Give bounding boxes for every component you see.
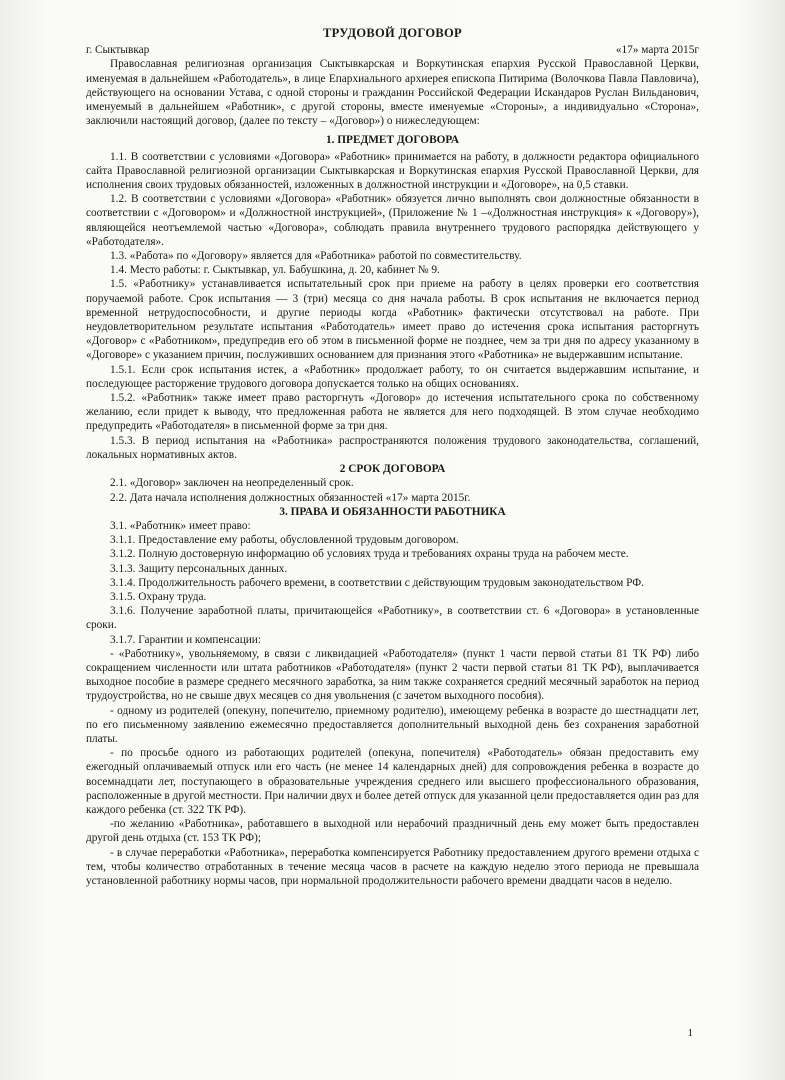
clause-1-5-1: 1.5.1. Если срок испытания истек, а «Работник» продолжает работу, то он считается выдержавшим испытание, и последующее расторжение трудового договора допускается только на общих основаниях. [86,363,699,390]
clause-3-1-1: 3.1.1. Предоставление ему работы, обусловленной трудовым договором. [110,534,459,547]
page-number: 1 [687,1026,693,1039]
clause-1-3: 1.3. «Работа» по «Договору» является для «Работника» работой по совместительству. [110,250,522,263]
guarantee-item: - «Работнику», увольняемому, в связи с ликвидацией «Работодателя» (пункт 1 части первой статьи 81 ТК РФ) либо сокращением численности или штата работников «Работодателя» (пункт 2 части первой статьи 81 ТК РФ), выплачивается выходное пособие в размере среднего месячного заработка, за ним также сохраняется средний месячный заработок на период трудоустройства, но не свыше двух месяцев со дня увольнения (с зачетом выходного пособия). [86,647,699,703]
preamble: Православная религиозная организация Сыктывкарская и Воркутинская епархия Русской Православной Церкви, именуемая в дальнейшем «Работодатель», в лице Епархиального архиерея епископа Питирима (Волочкова Павла Павловича), действующего на основании Устава, с одной стороны и гражданин Российской Федерации Искандаров Руслан Вильданович, именуемый в дальнейшем «Работник», с другой стороны, вместе именуемые «Стороны», а индивидуально «Сторона», заключили настоящий договор, (далее по тексту – «Договор») о нижеследующем: [86,58,699,128]
clause-3-1-2: 3.1.2. Полную достоверную информацию об условиях труда и требованиях охраны труда на рабочем месте. [110,548,629,561]
section-2-heading: 2 СРОК ДОГОВОРА [339,463,446,476]
guarantee-item: - одному из родителей (опекуну, попечителю, приемному родителю), имеющему ребенка в возрасте до шестнадцати лет, по его письменному заявлению ежемесячно предоставляется дополнительный выходной день без сохранения заработной платы. [86,704,699,745]
clause-2-2: 2.2. Дата начала исполнения должностных обязанностей «17» марта 2015г. [110,491,471,504]
clause-3-1-6: 3.1.6. Получение заработной платы, причитающейся «Работнику», в соответствии ст. 6 «Договора» в установленные сроки. [86,605,699,632]
clause-3-1-7: 3.1.7. Гарантии и компенсации: [110,633,261,646]
clause-1-5-2: 1.5.2. «Работник» также имеет право расторгнуть «Договор» до истечения испытательного срока по собственному желанию, если придет к выводу, что предложенная работа не является для него подходящей. В этом случае необходимо предупредить «Работодателя» в письменной форме за три дня. [86,392,699,433]
contract-date: «17» марта 2015г [615,44,699,57]
guarantee-item: -по желанию «Работника», работавшего в выходной или нерабочий праздничный день ему может быть предоставлен другой день отдыха (ст. 153 ТК РФ); [86,818,699,845]
section-1-heading: 1. ПРЕДМЕТ ДОГОВОРА [325,134,460,147]
clause-1-2: 1.2. В соответствии с условиями «Договора» «Работник» обязуется лично выполнять свои должностные обязанности в соответствии с «Договором» и «Должностной инструкцией», (Приложение № 1 –«Должностная инструкция» к «Договору»), являющейся неотъемлемой частью «Договора», соблюдать правила внутреннего трудового распорядка действующего у «Работодателя». [86,193,699,248]
clause-1-5: 1.5. «Работнику» устанавливается испытательный срок при приеме на работу в целях проверки его соответствия поручаемой работе. Срок испытания — 3 (три) месяца со дня начала работы. В срок испытания не включается период временной нетрудоспособности, и другие периоды когда «Работник» фактически отсутствовал на работе. При неудовлетворительном результате испытания «Работодатель» имеет право до истечения срока испытания расторгнуть «Договор» с «Работником», предупредив его об этом в письменной форме не позднее, чем за три дня по адресу указанному в «Договоре» с указанием причин, послуживших основанием для признания этого «Работника» не выдержавшим испытание. [86,278,699,362]
clause-3-1: 3.1. «Работник» имеет право: [110,519,251,532]
document-title: ТРУДОВОЙ ДОГОВОР [323,26,462,40]
city: г. Сыктывкар [86,44,150,57]
clause-3-1-4: 3.1.4. Продолжительность рабочего времени, в соответствии с действующим трудовым законодательством РФ. [110,576,644,589]
clause-1-1: 1.1. В соответствии с условиями «Договора» «Работник» принимается на работу, в должности редактора официального сайта Православной религиозной организации Сыктывкарская и Воркутинская епархия Русской Православной Церкви, для исполнения своих трудовых обязанностей, изложенных в должностной инструкции и «Договоре», на 0,5 ставки. [86,150,699,192]
clause-1-4: 1.4. Место работы: г. Сыктывкар, ул. Бабушкина, д. 20, кабинет № 9. [110,264,440,277]
guarantee-item: - по просьбе одного из работающих родителей (опекуна, попечителя) «Работодатель» обязан предоставить ему ежегодный оплачиваемый отпуск или его часть (не менее 14 календарных дней) для сопровождения ребенка в возрасте до восемнадцати лет, поступающего в образовательные учреждения среднего или высшего профессионального образования, расположенные в другой местности. При наличии двух и более детей отпуск для указанной цели предоставляется один раз для каждого ребенка (ст. 322 ТК РФ). [86,747,699,816]
clause-1-5-3: 1.5.3. В период испытания на «Работника» распространяются положения трудового законодательства, соглашений, локальных нормативных актов. [86,434,699,461]
clause-2-1: 2.1. «Договор» заключен на неопределенный срок. [110,477,354,490]
guarantee-item: - в случае переработки «Работника», переработка компенсируется Работнику предоставлением другого времени отдыха с тем, чтобы количество отработанных в течение месяца часов в расчете на каждую неделю этого периода не превышала установленной работнику нормы часов, при нормальной продолжительности рабочего времени двадцати часов в неделю. [86,846,699,887]
clause-3-1-5: 3.1.5. Охрану труда. [110,590,207,603]
section-3-heading: 3. ПРАВА И ОБЯЗАННОСТИ РАБОТНИКА [279,505,506,518]
clause-3-1-3: 3.1.3. Защиту персональных данных. [110,562,288,575]
document-header [86,43,699,57]
